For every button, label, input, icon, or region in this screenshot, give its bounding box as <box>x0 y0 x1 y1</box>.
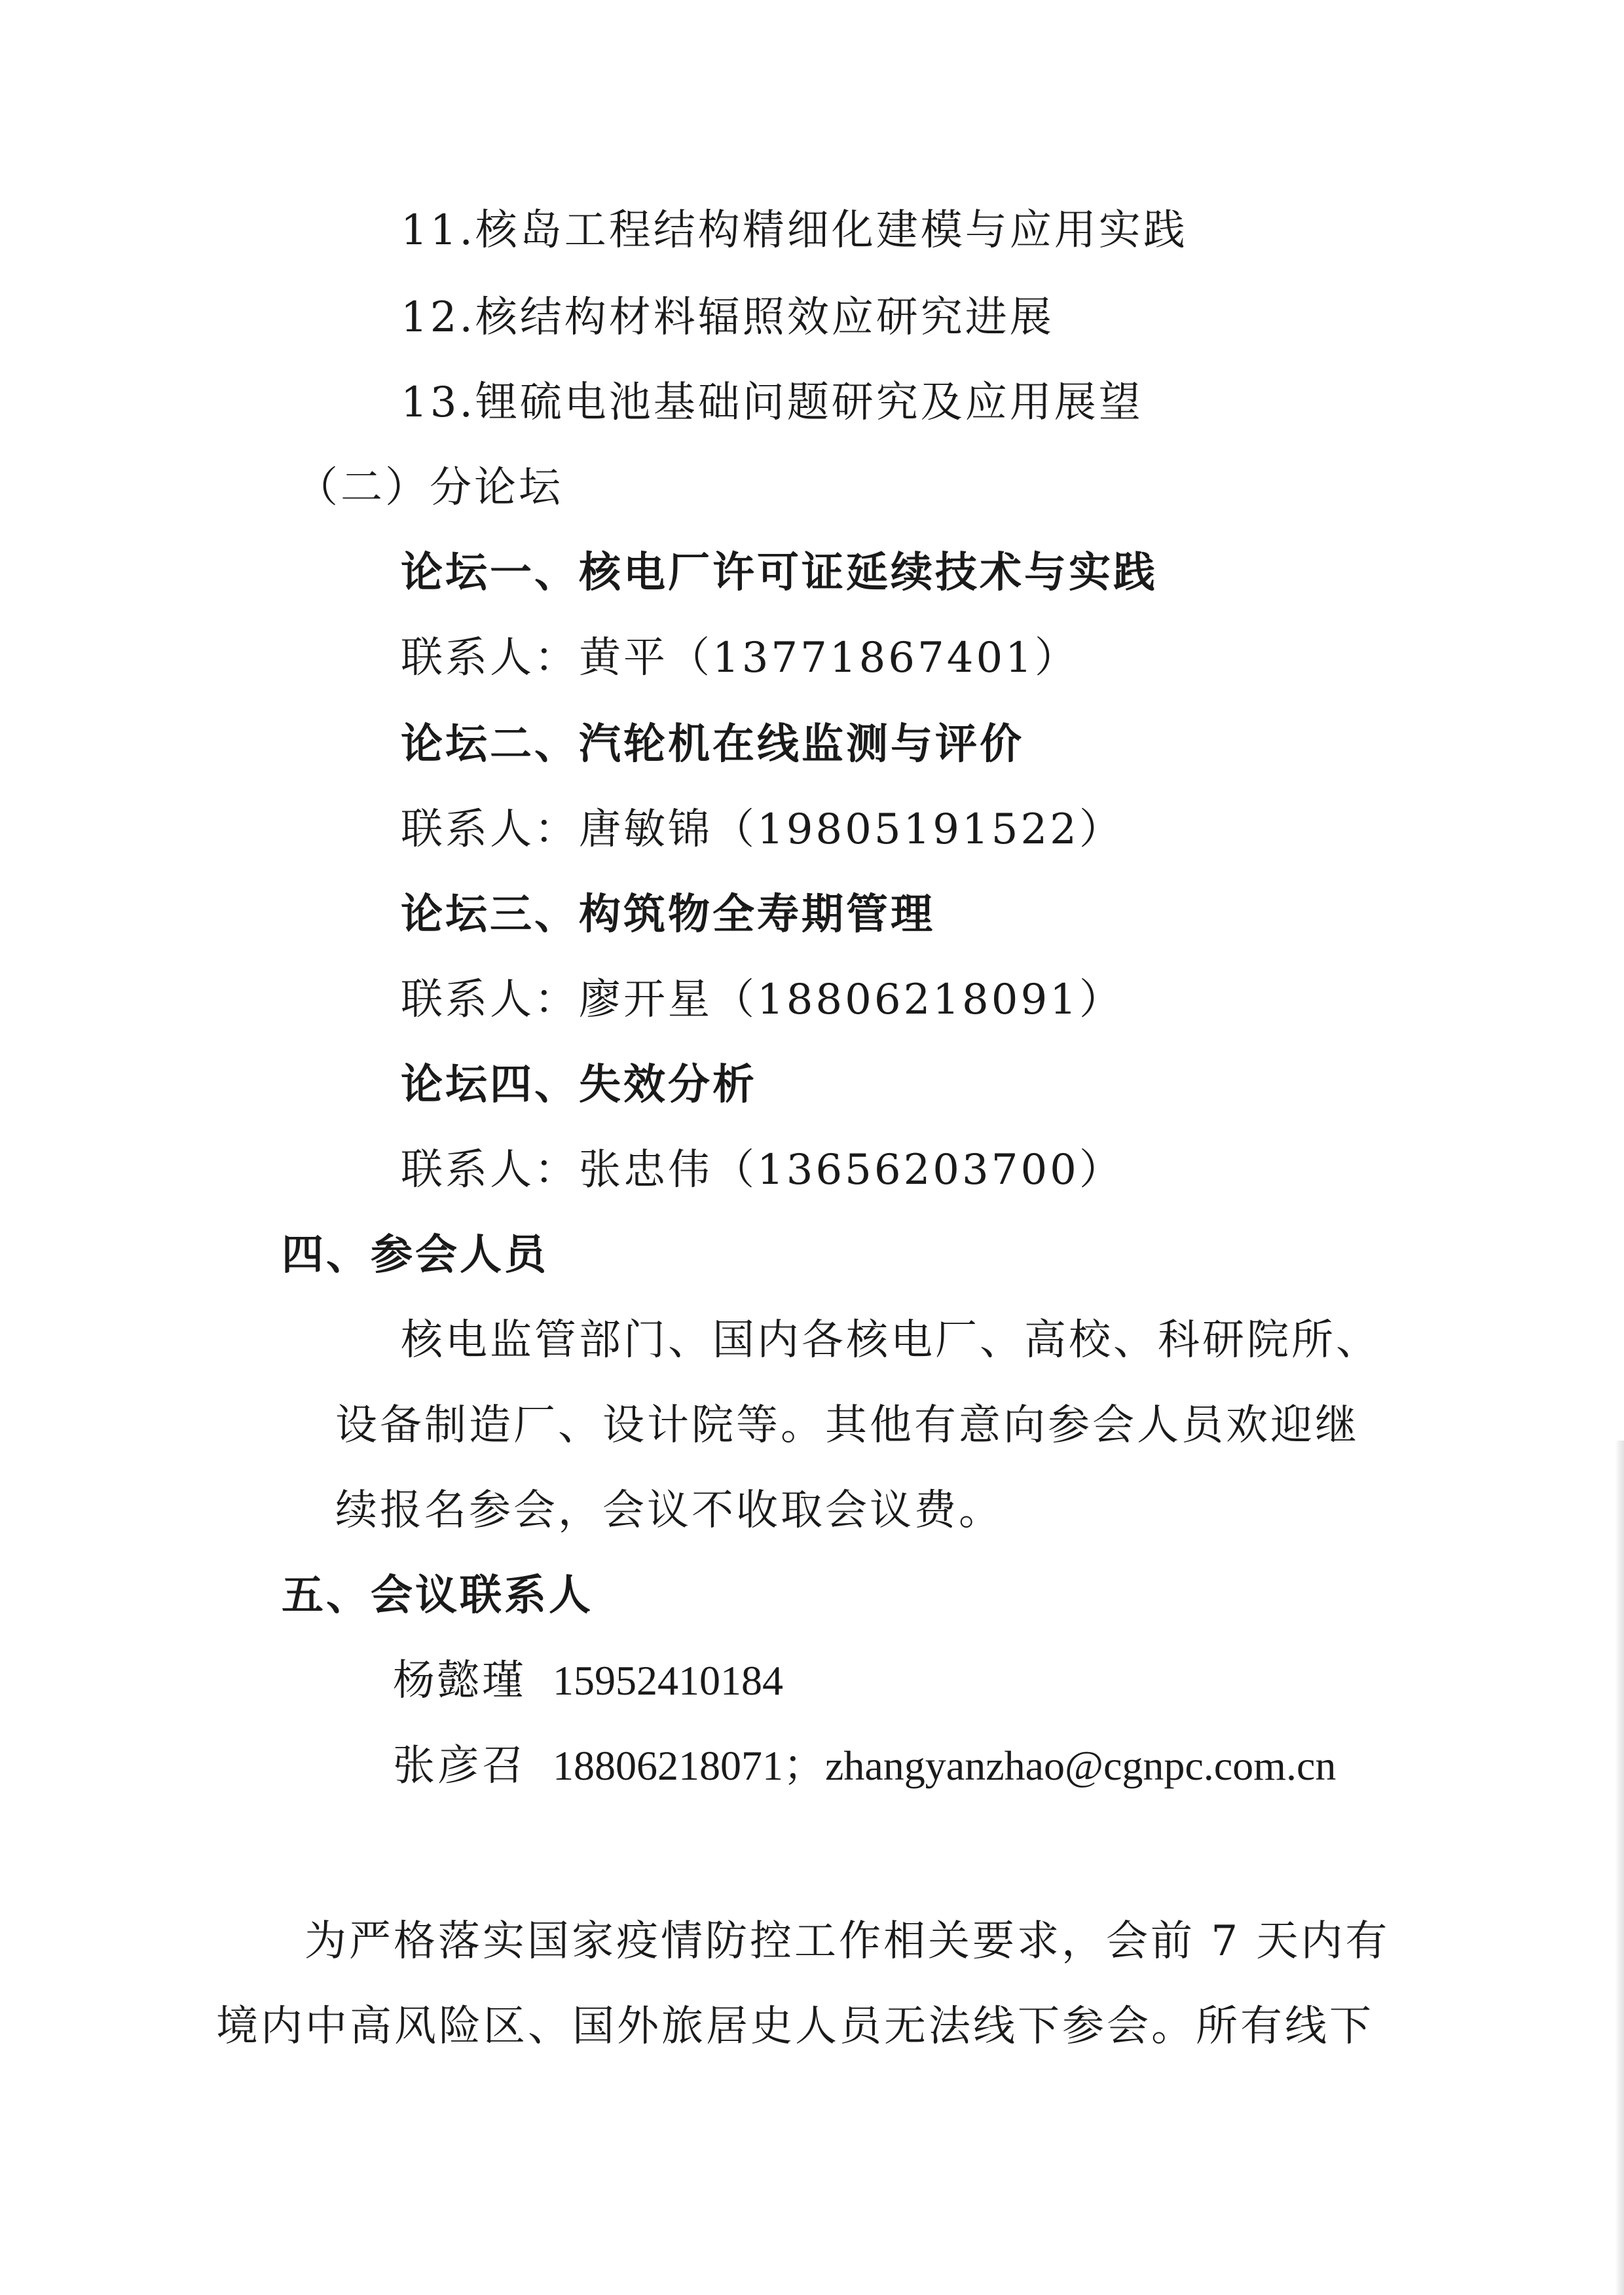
forum-2-title: 论坛二、汽轮机在线监测与评价 <box>401 720 1024 769</box>
notice-line-1: 为严格落实国家疫情防控工作相关要求，会前 7 天内有 <box>304 1917 1390 1966</box>
contact-zhang <box>393 1740 1336 1792</box>
section-4-line-1: 核电监管部门、国内各核电厂、高校、科研院所、 <box>401 1316 1380 1365</box>
topic-13: 13.锂硫电池基础问题研究及应用展望 <box>401 378 1143 427</box>
forum-2-contact <box>401 803 1124 856</box>
contact-yang <box>393 1655 783 1707</box>
contact-name: 杨懿瑾 <box>393 1657 526 1705</box>
notice-line-2: 境内中高风险区、国外旅居史人员无法线下参会。所有线下 <box>216 2002 1374 2051</box>
section-4-line-2: 设备制造厂、设计院等。其他有意向参会人员欢迎继 <box>335 1401 1359 1450</box>
forum-3-title: 论坛三、构筑物全寿期管理 <box>401 890 935 939</box>
contact-label: 联系人： <box>401 1146 579 1194</box>
section-4-line-3: 续报名参会，会议不收取会议费。 <box>335 1486 1003 1535</box>
topic-12: 12.核结构材料辐照效应研究进展 <box>401 293 1054 342</box>
contact-value: 廖开星（18806218091） <box>579 976 1124 1024</box>
forum-4-title: 论坛四、失效分析 <box>401 1061 757 1109</box>
forum-1-title: 论坛一、核电厂许可证延续技术与实践 <box>401 549 1158 597</box>
contact-name: 张彦召 <box>393 1742 526 1790</box>
contact-value: 张忠伟（13656203700） <box>579 1146 1124 1194</box>
contact-value: 唐敏锦（19805191522） <box>579 805 1124 854</box>
section-4-heading: 四、参会人员 <box>282 1231 549 1279</box>
forum-4-contact <box>401 1144 1124 1196</box>
forum-3-contact <box>401 974 1124 1026</box>
subforum-heading: （二）分论坛 <box>296 464 563 512</box>
section-5-heading: 五、会议联系人 <box>282 1571 593 1620</box>
contact-value: 黄平（13771867401） <box>579 634 1079 682</box>
forum-1-contact <box>401 632 1079 684</box>
contact-label: 联系人： <box>401 976 579 1024</box>
contact-label: 联系人： <box>401 634 579 682</box>
contact-phone-email: 18806218071；zhangyanzhao@cgnpc.com.cn <box>553 1742 1337 1789</box>
scan-shadow-edge <box>1615 1441 1624 2295</box>
topic-11: 11.核岛工程结构精细化建模与应用实践 <box>401 206 1188 255</box>
contact-label: 联系人： <box>401 805 579 854</box>
contact-phone: 15952410184 <box>553 1657 783 1704</box>
